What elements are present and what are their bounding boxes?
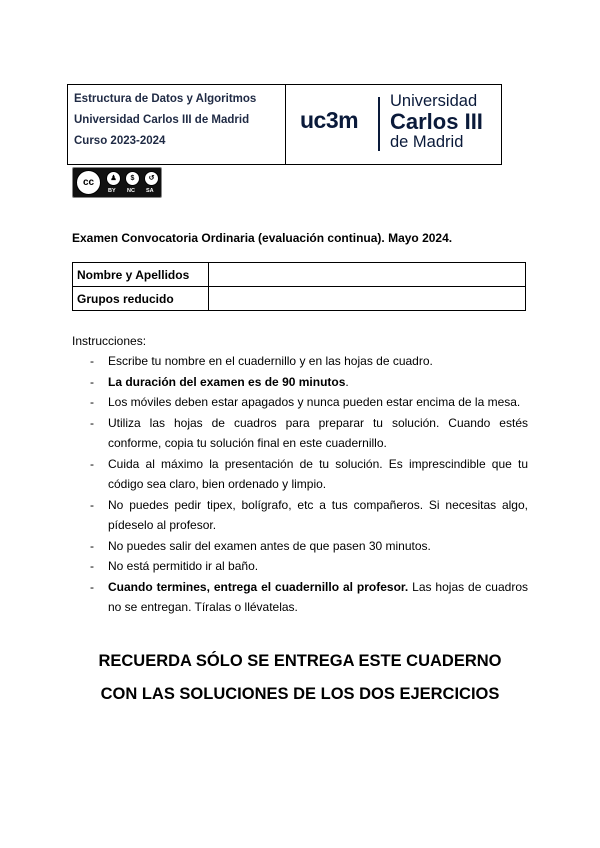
logo-line1: Universidad	[390, 92, 478, 110]
instructions-list	[72, 351, 528, 618]
university-logo	[286, 85, 501, 164]
logo-line3: de Madrid	[390, 132, 464, 151]
nc-label: NC	[127, 188, 135, 194]
student-info-table	[72, 262, 526, 311]
table-row	[73, 287, 526, 311]
sa-icon: ↺	[144, 171, 159, 186]
university-name: Universidad Carlos III de Madrid	[74, 114, 250, 126]
exam-title: Examen Convocatoria Ordinaria (evaluación continua). Mayo 2024.	[72, 231, 453, 245]
sa-label: SA	[146, 188, 154, 194]
instructions-title: Instrucciones:	[72, 334, 147, 348]
reminder	[40, 645, 560, 711]
reminder-line2: CON LAS SOLUCIONES DE LOS DOS EJERCICIOS	[100, 685, 500, 703]
group-field[interactable]	[209, 287, 526, 311]
list-item: - No puedes pedir tipex, bolígrafo, etc a tus compañeros. Si necesitas algo, pídeselo al profesor.	[90, 497, 528, 532]
cc-icon: cc	[76, 170, 101, 195]
by-label: BY	[108, 188, 116, 194]
logo-text	[390, 93, 483, 150]
logo-divider	[378, 97, 380, 151]
reminder-line1: RECUERDA SÓLO SE ENTREGA ESTE CUADERNO	[98, 652, 502, 670]
list-item: - Los móviles deben estar apagados y nunca pueden estar encima de la mesa.	[90, 395, 521, 409]
course-year: Curso 2023-2024	[74, 135, 166, 147]
logo-short: uc3m	[300, 107, 359, 133]
group-label: Grupos reducido	[73, 287, 209, 311]
creative-commons-badge	[72, 167, 162, 198]
list-item: - Cuida al máximo la presentación de tu solución. Es imprescindible que tu código sea claro, bien ordenado y limpio.	[90, 456, 528, 491]
list-item: - La duración del examen es de 90 minutos.	[90, 374, 349, 389]
list-item: - Cuando termines, entrega el cuadernillo al profesor. Las hojas de cuadros no se entregan. Tíralas o llévatelas.	[90, 579, 528, 614]
nc-icon: $	[125, 171, 140, 186]
by-icon: ♟	[106, 171, 121, 186]
table-row	[73, 263, 526, 287]
course-name: Estructura de Datos y Algoritmos	[74, 93, 257, 105]
name-field[interactable]	[209, 263, 526, 287]
list-item: - Escribe tu nombre en el cuadernillo y en las hojas de cuadro.	[90, 354, 433, 368]
name-label: Nombre y Apellidos	[73, 263, 209, 287]
list-item: - Utiliza las hojas de cuadros para preparar tu solución. Cuando estés conforme, copia tu solución final en este cuadernillo.	[90, 415, 528, 450]
header-box	[67, 84, 502, 165]
list-item: - No puedes salir del examen antes de que pasen 30 minutos.	[90, 538, 431, 553]
logo-line2: Carlos III	[390, 108, 483, 134]
course-info	[68, 85, 286, 164]
list-item: - No está permitido ir al baño.	[90, 559, 259, 573]
